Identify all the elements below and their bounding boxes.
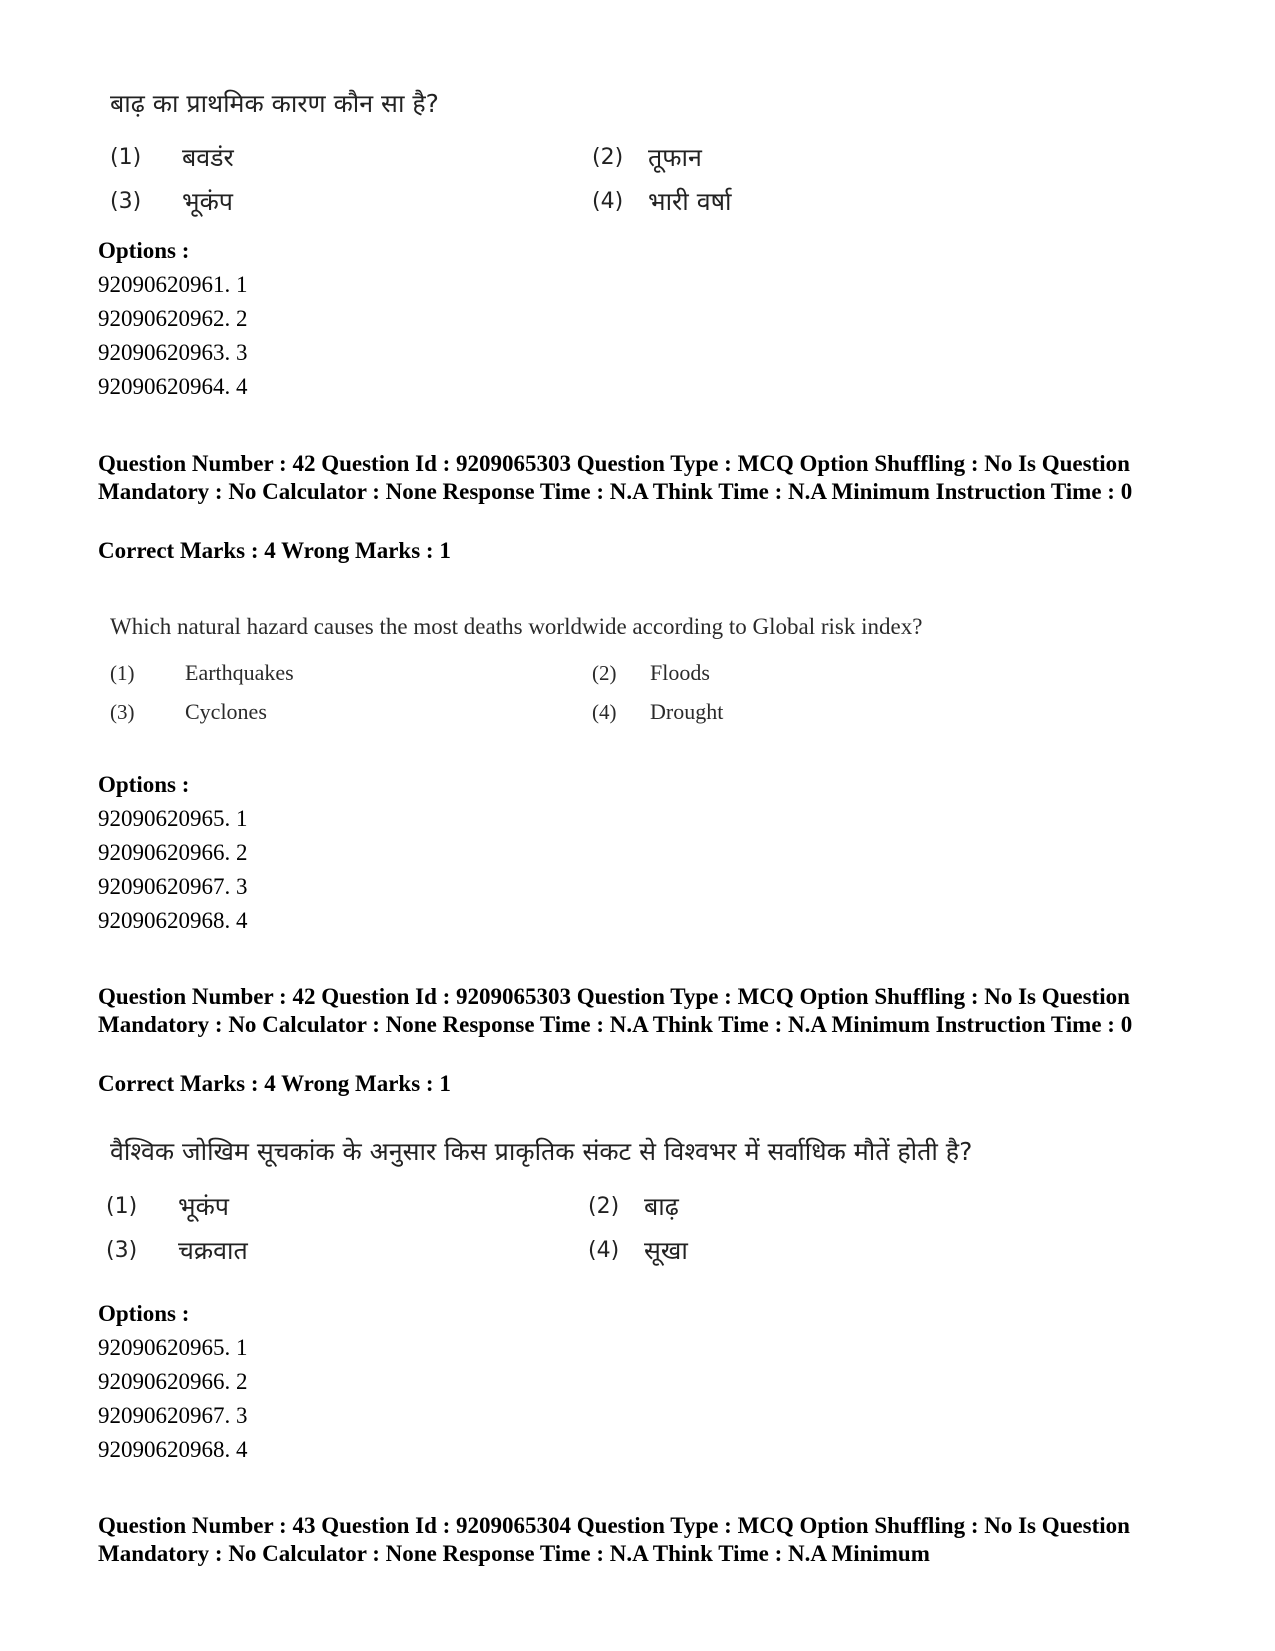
choice-number: (1) [106,1194,138,1219]
option-id: 92090620961. 1 [98,272,248,297]
choice-text: बाढ़ [644,1192,679,1221]
option-id: 92090620965. 1 [98,806,248,831]
question-text: Which natural hazard causes the most deaths worldwide according to Global risk index? [110,614,923,639]
choice-number: (2) [588,1194,620,1219]
choice-number: (3) [110,189,142,214]
option-id: 92090620967. 3 [98,874,248,899]
choice-number: (1) [110,145,142,170]
options-label: Options : [98,238,190,263]
choice-text: Earthquakes [185,660,294,685]
option-id: 92090620967. 3 [98,1403,248,1428]
option-id: 92090620966. 2 [98,840,248,865]
choice-text: बवडंर [182,143,234,172]
choice-number: (4) [592,700,617,724]
option-id: 92090620965. 1 [98,1335,248,1360]
choice-number: (4) [588,1238,620,1263]
options-label: Options : [98,772,190,797]
choice-number: (1) [110,661,135,685]
question-meta: Question Number : 43 Question Id : 9209065304 Question Type : MCQ Option Shuffling : No Is Question Mandatory : No Calculator : None Response Time : N.A Think Time : N.A Minimum [98,1513,1130,1566]
choice-number: (2) [592,661,617,685]
choice-number: (3) [106,1238,138,1263]
choice-text: Cyclones [185,699,267,724]
option-id: 92090620962. 2 [98,306,248,331]
question-meta: Question Number : 42 Question Id : 9209065303 Question Type : MCQ Option Shuffling : No Is Question Mandatory : No Calculator : None Response Time : N.A Think Time : N.A Minimum Instruction Time : 0 [98,984,1133,1037]
choice-text: Floods [650,660,710,685]
question-marks: Correct Marks : 4 Wrong Marks : 1 [98,1071,451,1096]
question-marks: Correct Marks : 4 Wrong Marks : 1 [98,538,451,563]
choice-number: (4) [592,189,624,214]
choice-text: Drought [650,699,724,724]
choice-text: भारी वर्षा [648,187,732,216]
choice-text: भूकंप [178,1192,229,1221]
option-id: 92090620963. 3 [98,340,248,365]
option-id: 92090620968. 4 [98,908,248,933]
choice-text: तूफान [648,143,702,172]
choice-text: भूकंप [182,187,233,216]
choice-number: (3) [110,700,135,724]
option-id: 92090620968. 4 [98,1437,248,1462]
option-id: 92090620966. 2 [98,1369,248,1394]
choice-text: चक्रवात [178,1236,248,1265]
options-label: Options : [98,1301,190,1326]
question-meta: Question Number : 42 Question Id : 9209065303 Question Type : MCQ Option Shuffling : No Is Question Mandatory : No Calculator : None Response Time : N.A Think Time : N.A Minimum Instruction Time : 0 [98,451,1133,504]
option-id: 92090620964. 4 [98,374,248,399]
choice-number: (2) [592,145,624,170]
question-text: वैश्विक जोखिम सूचकांक के अनुसार किस प्राकृतिक संकट से विश्वभर में सर्वाधिक मौतें होती है? [110,1137,973,1166]
choice-text: सूखा [644,1236,688,1265]
question-text: बाढ़ का प्राथमिक कारण कौन सा है? [110,89,439,118]
